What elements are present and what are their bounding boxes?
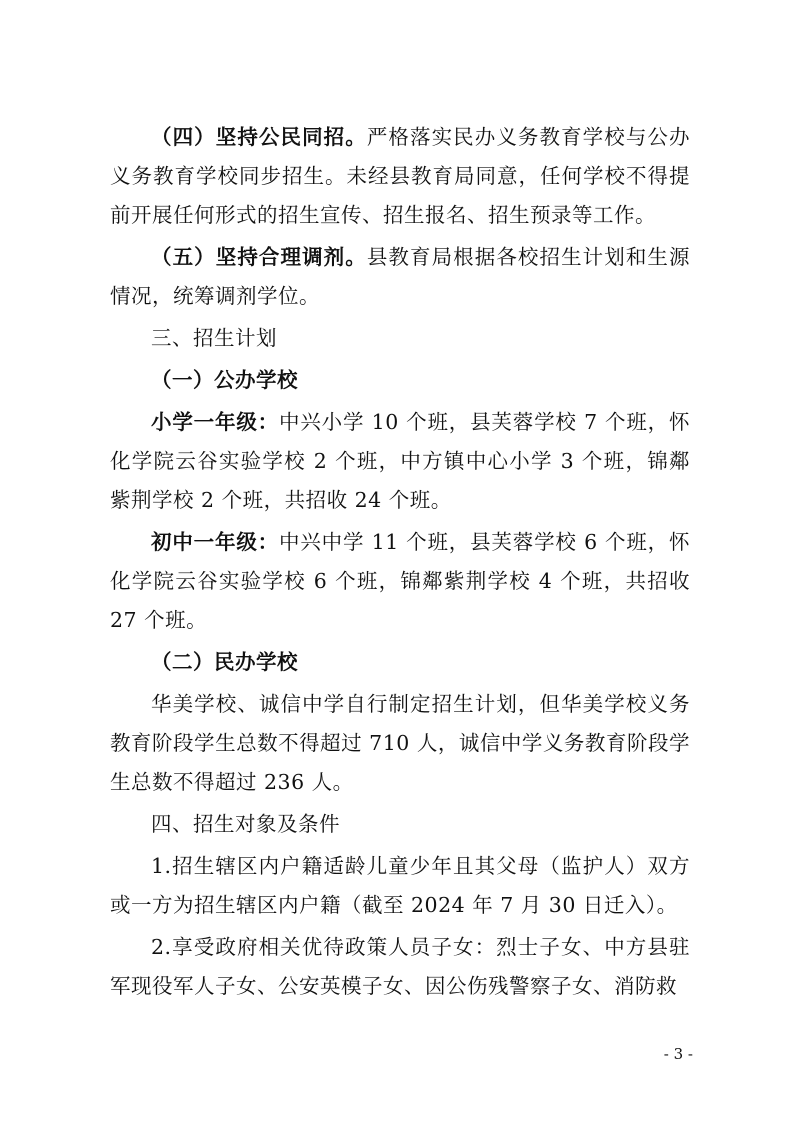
subheading-private-schools: （二）民办学校 <box>151 650 298 674</box>
paragraph-eligibility-2 <box>110 928 690 1006</box>
subheading-public-schools: （一）公办学校 <box>151 368 298 392</box>
paragraph-text: 中兴小学 10 个班，县芙蓉学校 7 个班，怀化学院云谷实验学校 2 个班，中方镇中心小学 3 个班，锦鄰紫荆学校 2 个班，共招收 24 个班。 <box>110 410 690 512</box>
section-heading-enrollment-plan: 三、招生计划 <box>151 326 277 350</box>
paragraph-lead: 初中一年级： <box>151 530 279 554</box>
paragraph-text: 县教育局根据各校招生计划和生源情况，统筹调剂学位。 <box>110 245 691 308</box>
paragraph-primary-grade-1 <box>110 403 690 520</box>
paragraph-private-plan <box>110 685 690 802</box>
paragraph-principle-4 <box>110 118 690 235</box>
paragraph-lead: 小学一年级： <box>151 410 279 434</box>
paragraph-lead: （四）坚持公民同招。 <box>151 125 367 149</box>
paragraph-text: 中兴中学 11 个班，县芙蓉学校 6 个班，怀化学院云谷实验学校 6 个班，锦鄰紫荆学校 4 个班，共招收 27 个班。 <box>110 530 690 632</box>
paragraph-junior-grade-1 <box>110 523 690 640</box>
paragraph-text: 华美学校、诚信中学自行制定招生计划，但华美学校义务教育阶段学生总数不得超过 710 人，诚信中学义务教育阶段学生总数不得超过 236 人。 <box>110 692 690 794</box>
paragraph-text: 1.招生辖区内户籍适龄儿童少年且其父母（监护人）双方或一方为招生辖区内户籍（截至 2024 年 7 月 30 日迁入）。 <box>110 854 690 917</box>
paragraph-text: 严格落实民办义务教育学校与公办义务教育学校同步招生。未经县教育局同意，任何学校不得提前开展任何形式的招生宣传、招生报名、招生预录等工作。 <box>110 125 691 227</box>
document-body <box>110 118 690 1006</box>
paragraph-lead: （五）坚持合理调剂。 <box>151 245 367 269</box>
section-heading-eligibility: 四、招生对象及条件 <box>151 812 340 836</box>
paragraph-text: 2.享受政府相关优待政策人员子女：烈士子女、中方县驻军现役军人子女、公安英模子女、因公伤残警察子女、消防救 <box>110 935 690 998</box>
page-number: - 3 - <box>663 1045 693 1063</box>
paragraph-eligibility-1 <box>110 847 690 925</box>
paragraph-principle-5 <box>110 238 690 316</box>
